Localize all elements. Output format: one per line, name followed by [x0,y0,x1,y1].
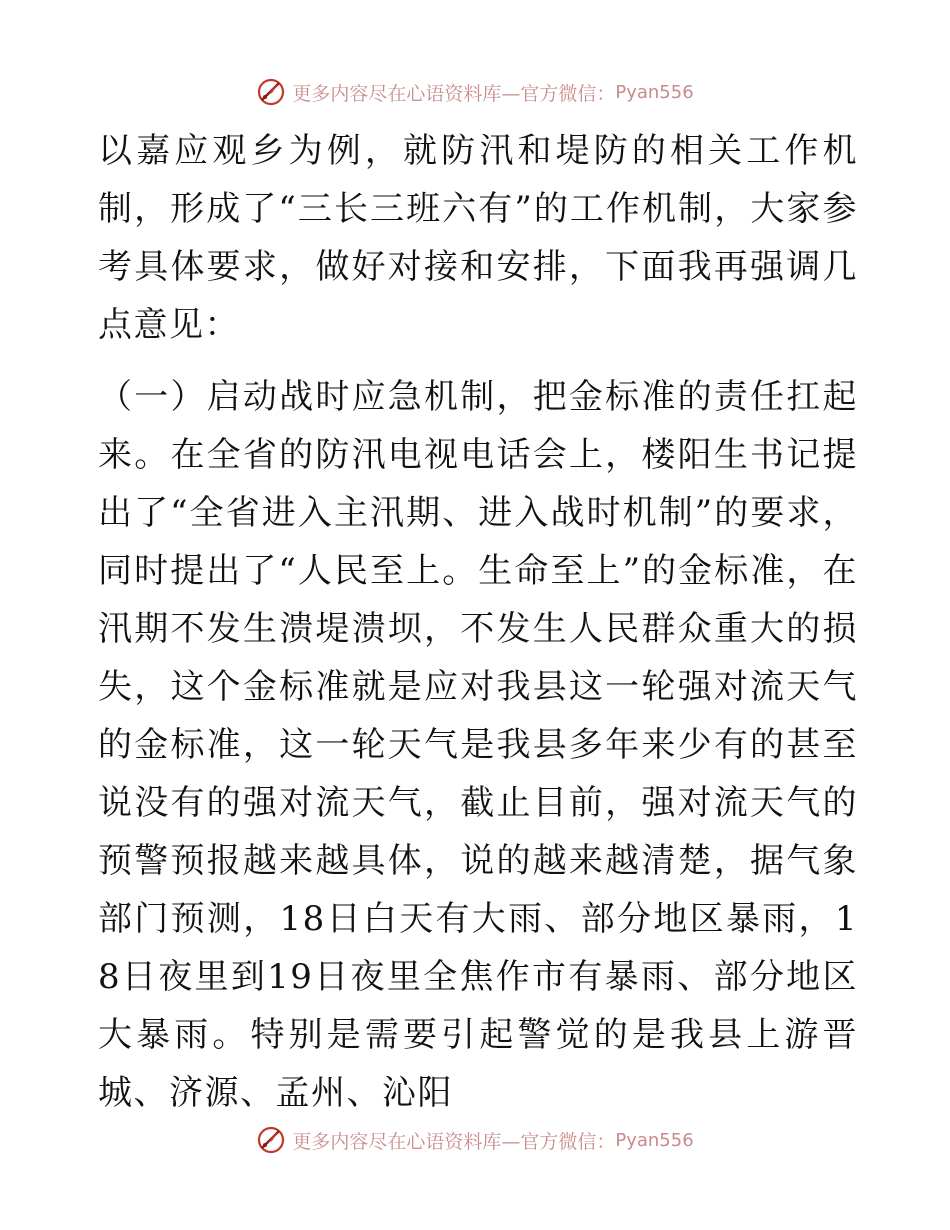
wechat-id: Pyan556 [615,1129,694,1151]
banner-text: 更多内容尽在心语资料库—官方微信： [292,1130,616,1153]
quill-logo-icon [256,1125,286,1155]
header-banner [0,72,950,112]
quill-logo-icon [256,77,286,107]
paragraph: 以嘉应观乡为例，就防汛和堤防的相关工作机制，形成了“三长三班六有”的工作机制，大家参考具体要求，做好对接和安排，下面我再强调几点意见： [98,131,858,345]
document-body [98,122,858,1122]
paragraph: （一）启动战时应急机制，把金标准的责任扛起来。在全省的防汛电视电话会上，楼阳生书记提出了“全省进入主汛期、进入战时机制”的要求，同时提出了“人民至上。生命至上”的金标准，在汛期不发生溃堤溃坝，不发生人民群众重大的损失，这个金标准就是应对我县这一轮强对流天气的金标准，这一轮天气是我县多年来少有的甚至说没有的强对流天气，截止目前，强对流天气的预警预报越来越具体，说的越来越清楚，据气象部门预测，18日白天有大雨、部分地区暴雨，18日夜里到19日夜里全焦作市有暴雨、部分地区大暴雨。特别是需要引起警觉的是我县上游晋城、济源、孟州、沁阳 [98,377,858,1113]
footer-banner [0,1120,950,1160]
wechat-id: Pyan556 [615,81,694,103]
banner-text: 更多内容尽在心语资料库—官方微信： [292,82,616,105]
